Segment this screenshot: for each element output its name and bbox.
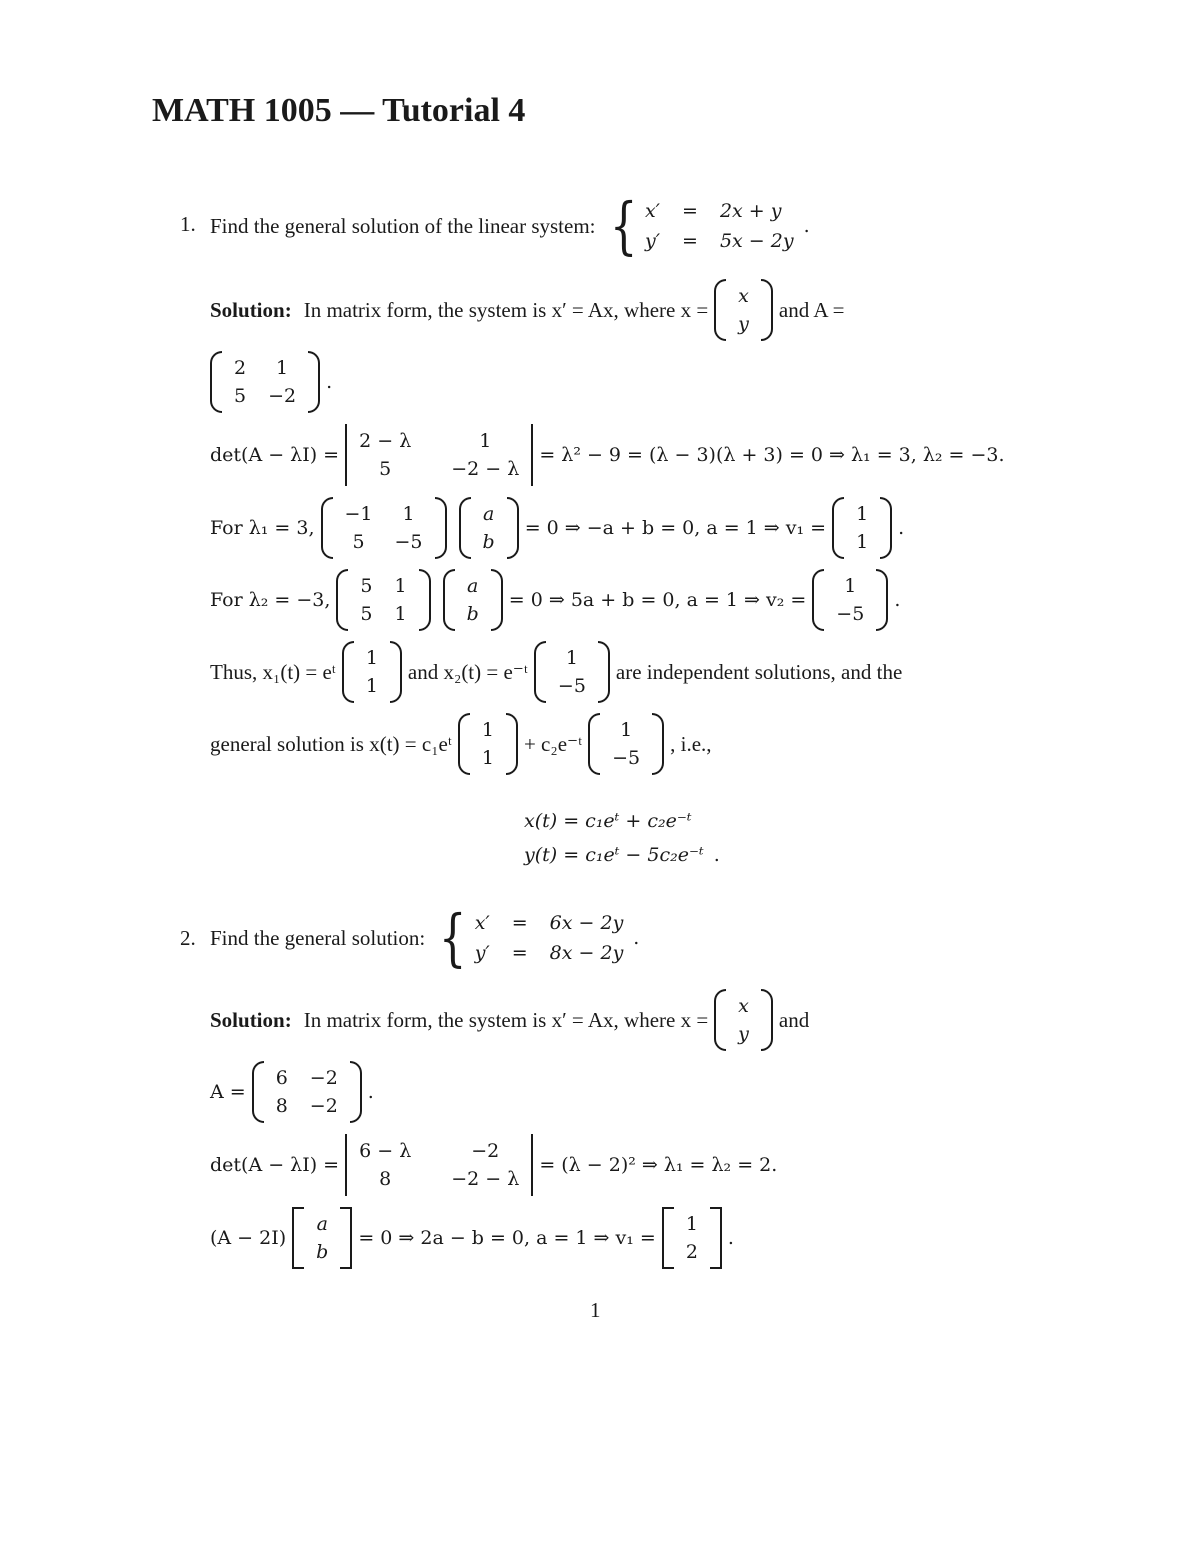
matrix-cell: 1 — [365, 647, 378, 669]
matrix-cell: 1 — [394, 575, 407, 597]
matrix-cell: 1 — [479, 430, 492, 452]
system-cell: y′ — [644, 230, 661, 252]
matrix-cell: 5 — [379, 458, 392, 480]
problem-2-system — [433, 901, 640, 974]
thus-text-1: Thus, x₁(t) = eᵗ — [210, 659, 336, 684]
matrix-cell: 1 — [856, 503, 869, 525]
page-number: 1 — [590, 1298, 601, 1322]
matrix-cell: 1 — [856, 531, 869, 553]
problem-2-eigenvector-line — [210, 1202, 734, 1274]
problem-1-solution-line — [210, 274, 844, 346]
matrix-a — [252, 1061, 362, 1123]
matrix-cell: 5 — [234, 385, 247, 407]
system-cell: x′ — [474, 912, 490, 934]
for-lambda1-label: For λ₁ = 3, — [210, 517, 315, 539]
problem-2-statement-line — [210, 902, 639, 974]
system-cell: x′ — [644, 200, 660, 222]
matrix-cell: 8 — [379, 1168, 392, 1190]
matrix-cell: 5 — [352, 531, 365, 553]
matrix-cell: a — [482, 503, 495, 525]
period: . — [727, 1227, 734, 1249]
det-lhs: det(A − λI) = — [210, 444, 340, 466]
ab-vector — [459, 497, 519, 559]
period: . — [326, 371, 333, 393]
matrix-cell: −2 — [268, 385, 297, 407]
problem-1-thus-line — [210, 636, 902, 708]
det-rhs: = (λ − 2)² ⇒ λ₁ = λ₂ = 2. — [539, 1154, 778, 1176]
matrix-form-text: In matrix form, the system is x′ = Ax, where x = — [303, 297, 709, 322]
problem-2-det-line — [210, 1128, 777, 1202]
ab-vector — [443, 569, 503, 631]
page-title: MATH 1005 — Tutorial 4 — [152, 92, 526, 129]
ab-vector — [292, 1207, 352, 1269]
matrix-cell: 8 — [275, 1095, 288, 1117]
v1-vector — [458, 713, 518, 775]
system-period: . — [633, 927, 640, 949]
matrix-cell: 6 — [275, 1067, 288, 1089]
matrix-cell: 1 — [276, 357, 289, 379]
y-of-t: y(t) = c₁eᵗ − 5c₂e⁻ᵗ — [524, 844, 704, 866]
system-cell: 2x + y — [719, 200, 782, 222]
v1-vector — [342, 641, 402, 703]
lambda1-matrix — [321, 497, 447, 559]
lambda1-rhs: = 0 ⇒ −a + b = 0, a = 1 ⇒ v₁ = — [524, 517, 827, 539]
solution-label: Solution: — [210, 1007, 292, 1032]
thus-text-2: and x₂(t) = e⁻ᵗ — [407, 659, 528, 684]
matrix-cell: −2 — [309, 1067, 338, 1089]
system-cell: 5x − 2y — [719, 230, 794, 252]
system-period: . — [803, 215, 810, 237]
lambda2-rhs: = 0 ⇒ 5a + b = 0, a = 1 ⇒ v₂ = — [508, 589, 807, 611]
matrix-cell: 1 — [565, 647, 578, 669]
matrix-cell: a — [316, 1213, 328, 1235]
matrix-cell: −2 − λ — [451, 1168, 520, 1190]
problem-1-statement: Find the general solution of the linear system: — [210, 213, 596, 238]
matrix-cell: x — [738, 285, 749, 307]
matrix-cell: b — [316, 1241, 329, 1263]
matrix-cell: −5 — [612, 747, 641, 769]
system-cell: = — [511, 912, 528, 934]
matrix-cell: −5 — [557, 675, 586, 697]
problem-2-matrix-a-line — [210, 1056, 374, 1128]
matrix-cell: −5 — [836, 603, 865, 625]
det-rhs: = λ² − 9 = (λ − 3)(λ + 3) = 0 ⇒ λ₁ = 3, λ₂ = −3. — [539, 444, 1005, 466]
period: . — [898, 517, 905, 539]
matrix-cell: −2 — [309, 1095, 338, 1117]
problem-2-statement: Find the general solution: — [210, 925, 426, 950]
x-of-t: x(t) = c₁eᵗ + c₂e⁻ᵗ — [524, 810, 692, 832]
general-solution-components — [524, 804, 720, 872]
solution-label: Solution: — [210, 297, 292, 322]
problem-1-general-line — [210, 708, 712, 780]
problem-1-lambda1-line — [210, 492, 904, 564]
eq-rhs: = 0 ⇒ 2a − b = 0, a = 1 ⇒ v₁ = — [358, 1227, 656, 1249]
problem-1-lambda2-line — [210, 564, 900, 636]
and-text: and — [778, 1007, 810, 1032]
thus-text-3: are independent solutions, and the — [615, 659, 903, 684]
matrix-cell: a — [467, 575, 479, 597]
system-cell: = — [682, 230, 698, 252]
system-cell: y′ — [474, 942, 490, 964]
problem-1-matrix-a-line — [210, 346, 332, 418]
problem-2-number: 2. — [180, 926, 196, 950]
v2-vector — [534, 641, 610, 703]
matrix-cell: 2 — [685, 1241, 698, 1263]
left-brace-icon: { — [439, 901, 467, 974]
matrix-cell: 2 − λ — [359, 430, 412, 452]
matrix-cell: 1 — [481, 747, 494, 769]
left-brace-icon: { — [609, 189, 638, 262]
system-cell: = — [511, 942, 528, 964]
determinant-matrix — [345, 1134, 533, 1196]
determinant-matrix — [345, 424, 533, 486]
system-cell: 6x − 2y — [549, 912, 624, 934]
matrix-cell: 5 — [360, 603, 373, 625]
matrix-cell: 1 — [481, 719, 494, 741]
matrix-cell: 1 — [685, 1213, 698, 1235]
problem-2-solution-line — [210, 984, 809, 1056]
matrix-cell: y — [738, 1023, 749, 1045]
general-text-2: + c₂e⁻ᵗ — [523, 731, 583, 756]
matrix-cell: 6 − λ — [359, 1140, 412, 1162]
matrix-cell: 1 — [620, 719, 633, 741]
period: . — [713, 844, 720, 866]
a-label: A = — [210, 1081, 246, 1103]
period: . — [894, 589, 901, 611]
v2-vector — [588, 713, 664, 775]
problem-1-det-line — [210, 418, 1005, 492]
matrix-cell: 5 — [360, 575, 373, 597]
matrix-cell: 1 — [394, 603, 407, 625]
lambda2-matrix — [336, 569, 430, 631]
and-a-text: and A = — [778, 297, 845, 322]
eq-lhs: (A − 2I) — [210, 1227, 287, 1249]
problem-1-number: 1. — [180, 212, 196, 236]
matrix-cell: −2 − λ — [451, 458, 520, 480]
for-lambda2-label: For λ₂ = −3, — [210, 589, 331, 611]
general-text-1: general solution is x(t) = c₁eᵗ — [210, 731, 452, 756]
x-vector — [714, 279, 773, 341]
problem-1-statement-line — [210, 190, 810, 262]
v1-vector — [662, 1207, 722, 1269]
matrix-cell: −2 — [471, 1140, 500, 1162]
matrix-cell: 1 — [402, 503, 415, 525]
matrix-cell: b — [466, 603, 479, 625]
problem-1-system — [604, 189, 810, 262]
matrix-form-text: In matrix form, the system is x′ = Ax, where x = — [303, 1007, 709, 1032]
det-lhs: det(A − λI) = — [210, 1154, 340, 1176]
x-vector — [714, 989, 773, 1051]
system-cell: 8x − 2y — [549, 942, 624, 964]
period: . — [367, 1081, 374, 1103]
matrix-cell: b — [482, 531, 495, 553]
v2-vector — [812, 569, 888, 631]
matrix-cell: −1 — [344, 503, 373, 525]
matrix-cell: −5 — [394, 531, 423, 553]
matrix-cell: x — [738, 995, 749, 1017]
system-cell: = — [682, 200, 698, 222]
v1-vector — [832, 497, 892, 559]
general-text-3: , i.e., — [670, 731, 712, 756]
matrix-cell: 2 — [234, 357, 247, 379]
matrix-a — [210, 351, 320, 413]
matrix-cell: 1 — [365, 675, 378, 697]
matrix-cell: y — [738, 313, 749, 335]
matrix-cell: 1 — [844, 575, 857, 597]
